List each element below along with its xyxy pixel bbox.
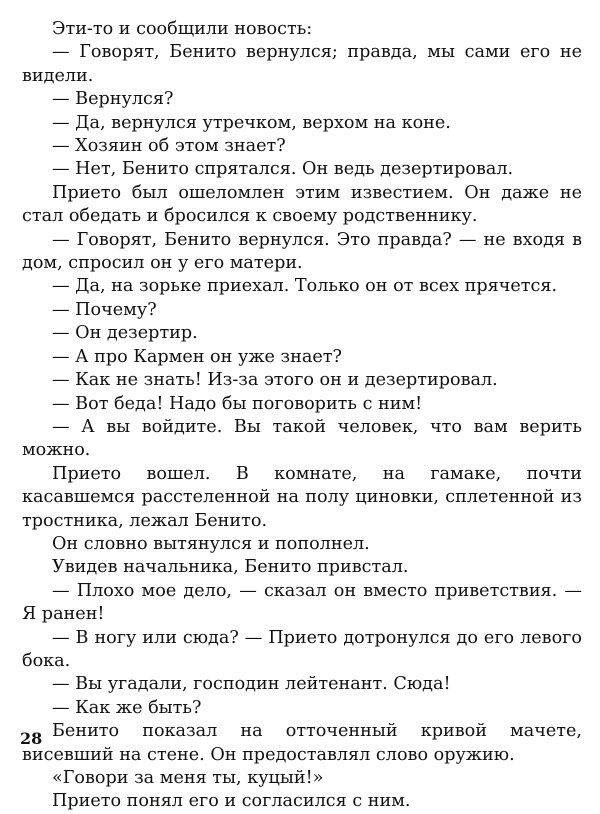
paragraph: Он словно вытянулся и пополнел.	[52, 533, 370, 554]
paragraph: Бенито показал на отточенный кривой мачете, висевший на стене. Он предоставлял слово оружию.	[22, 721, 582, 765]
page-number: 28	[20, 729, 43, 748]
paragraph: — Говорят, Бенито вернулся. Это правда? — не входя в дом, спросил он у его матери.	[22, 229, 582, 274]
paragraph: Прието вошел. В комнате, на гамаке, почти касавшемся расстеленной на полу циновки, сплетенной из тростника, лежал Бенито.	[22, 463, 582, 531]
paragraph: — Вернулся?	[52, 89, 174, 110]
paragraph: Прието был ошеломлен этим известием. Он даже не стал обедать и бросился к своему родственнику.	[22, 182, 582, 227]
paragraph: — Почему?	[52, 299, 157, 320]
paragraph: Эти-то и сообщили новость:	[52, 19, 313, 39]
paragraph: — Да, на зорьке приехал. Только он от всех прячется.	[52, 276, 558, 297]
paragraph: — Хозяин об этом знает?	[52, 136, 286, 157]
paragraph: — А вы войдите. Вы такой человек, что вам верить можно.	[22, 416, 582, 461]
paragraph: — А про Кармен он уже знает?	[52, 346, 342, 367]
paragraph: — Вы угадали, господин лейтенант. Сюда!	[52, 674, 451, 695]
paragraph: — Он дезертир.	[52, 323, 198, 344]
paragraph: — Плохо мое дело, — сказал он вместо приветствия. — Я ранен!	[22, 580, 582, 625]
paragraph: — Как не знать! Из-за этого он и дезертировал.	[52, 370, 498, 391]
body-text	[22, 18, 582, 814]
paragraph: — Да, вернулся утречком, верхом на коне.	[52, 112, 451, 133]
paragraph: — Как же быть?	[52, 697, 202, 718]
paragraph: Увидев начальника, Бенито привстал.	[52, 557, 409, 578]
paragraph: — В ногу или сюда? — Прието дотронулся до его левого бока.	[22, 627, 582, 671]
paragraph: «Говори за меня ты, куцый!»	[52, 768, 324, 788]
paragraph: — Говорят, Бенито вернулся; правда, мы сами его не видели.	[22, 42, 582, 86]
paragraph: — Нет, Бенито спрятался. Он ведь дезертировал.	[52, 159, 514, 180]
paragraph: Прието понял его и согласился с ним.	[52, 791, 411, 812]
paragraph: — Вот беда! Надо бы поговорить с ним!	[52, 393, 423, 414]
